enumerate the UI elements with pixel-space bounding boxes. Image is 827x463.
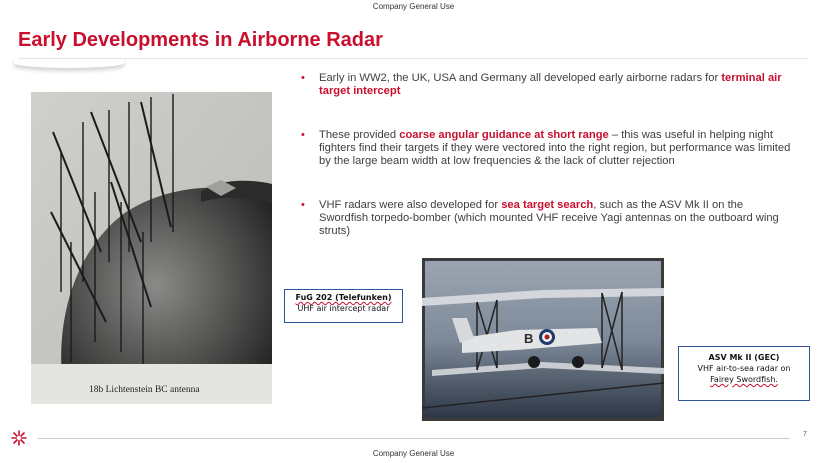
swordfish-fuselage-letter: B (524, 331, 534, 346)
title-divider (18, 58, 808, 59)
bullet-text-tail: – this was useful in helping night fighters find their targets if they were vectored into the right region, but performance was limited by the large beam width at low frequencies & the lack of clutter rejection (319, 129, 791, 167)
bullet-highlight: coarse angular guidance at short range (399, 129, 609, 141)
callout-fug-title: FuG 202 (Telefunken) (295, 293, 392, 302)
bullet-item (301, 199, 791, 238)
lichtenstein-antenna-photo (31, 92, 272, 404)
swordfish-photo (422, 258, 664, 421)
bullet-item (301, 72, 791, 98)
classification-label-bottom: Company General Use (372, 449, 455, 458)
bullet-dot: • (301, 72, 305, 84)
callout-asv-line1: VHF air-to-sea radar on (697, 364, 791, 373)
callout-fug-202 (284, 289, 403, 323)
callout-asv-line2: Fairey Swordfish. (710, 375, 778, 384)
classification-label-top: Company General Use (372, 2, 455, 11)
bullet-text: Early in WW2, the UK, USA and Germany all developed early airborne radars for (319, 72, 722, 84)
bullet-list (301, 72, 791, 238)
title-underline-swoosh (14, 58, 124, 68)
bullet-highlight: sea target search (501, 199, 594, 211)
bullet-text: VHF radars were also developed for (319, 199, 502, 211)
callout-asv-title: ASV Mk II (GEC) (708, 353, 780, 362)
company-logo-icon (10, 429, 28, 447)
footer-divider (38, 438, 790, 439)
bullet-item (301, 129, 791, 168)
bullet-dot: • (301, 129, 305, 141)
bullet-text: These provided (319, 129, 400, 141)
slide-title: Early Developments in Airborne Radar (18, 29, 383, 51)
bullet-text-tail: , such as the ASV Mk II on the Swordfish torpedo-bomber (which mounted VHF receive Yagi antennas on the outboard wing struts) (319, 199, 779, 237)
callout-asv-mk2 (678, 346, 810, 401)
lichtenstein-caption: 18b Lichtenstein BC antenna (89, 385, 200, 395)
page-number: 7 (803, 431, 807, 438)
bullet-dot: • (301, 199, 305, 211)
bullet-highlight: terminal air target intercept (319, 72, 782, 97)
callout-fug-text: UHF air intercept radar (297, 304, 390, 313)
